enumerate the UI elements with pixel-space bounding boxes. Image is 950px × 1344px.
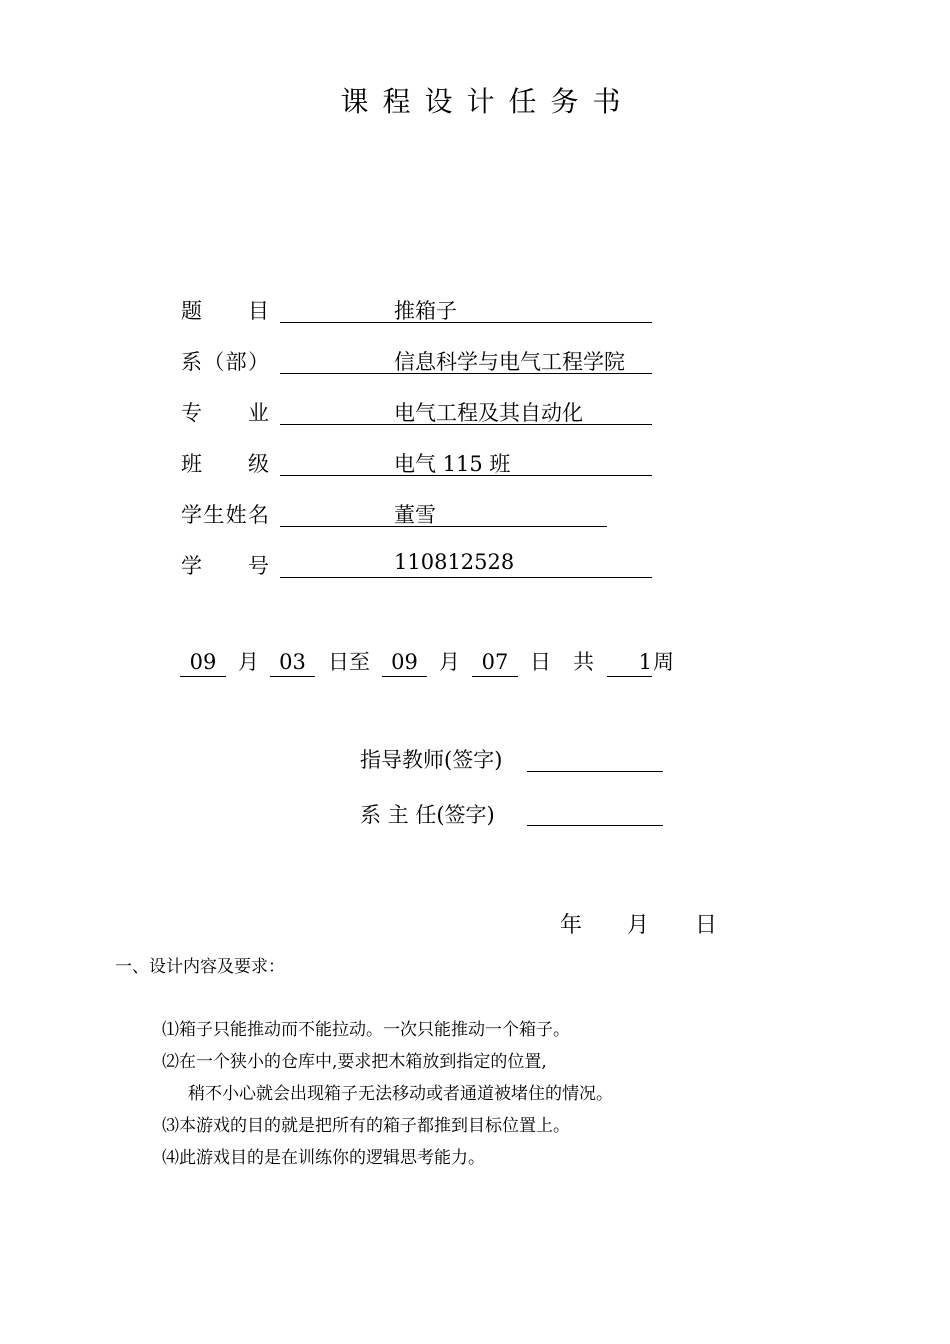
total-label: 共 (573, 650, 594, 674)
page-title: 课程设计任务书 (340, 85, 635, 118)
advisor-signature-line (527, 771, 663, 772)
list-item: ⑶本游戏的目的就是把所有的箱子都推到目标位置上。 (162, 1116, 570, 1136)
field-label-topic: 题目 (181, 299, 269, 323)
week-label: 周 (653, 650, 674, 674)
end-month-label: 月 (439, 650, 460, 674)
field-underline-student-id (280, 577, 652, 578)
field-value-class: 电气 115 班 (394, 452, 511, 476)
list-item: ⑴箱子只能推动而不能拉动。一次只能推动一个箱子。 (162, 1020, 570, 1040)
field-value-department: 信息科学与电气工程学院 (394, 350, 625, 374)
section-heading: 一、设计内容及要求： (115, 957, 285, 977)
start-day-value: 03 (270, 648, 315, 677)
advisor-signature-label: 指导教师(签字) (360, 748, 503, 772)
list-item: ⑵在一个狭小的仓库中,要求把木箱放到指定的位置, (162, 1052, 547, 1072)
field-underline-topic (280, 322, 652, 323)
field-label-class: 班级 (181, 452, 269, 476)
director-signature-line (527, 825, 663, 826)
field-value-student-name: 董雪 (394, 503, 436, 527)
field-label-student-id: 学号 (181, 554, 269, 578)
list-item: ⑷此游戏目的是在训练你的逻辑思考能力。 (162, 1148, 485, 1168)
field-value-major: 电气工程及其自动化 (394, 401, 583, 425)
field-label-department: 系（部） (181, 350, 269, 374)
director-signature-label: 系 主 任(签字) (360, 803, 495, 827)
field-underline-student-name (280, 526, 607, 527)
end-month-value: 09 (382, 648, 427, 677)
field-label-major: 专业 (181, 401, 269, 425)
month-label: 月 (627, 913, 650, 938)
start-month-value: 09 (180, 648, 226, 677)
end-day-label: 日 (530, 650, 551, 674)
list-item: 稍不小心就会出现箱子无法移动或者通道被堵住的情况。 (188, 1084, 613, 1104)
day-label: 日 (695, 913, 718, 938)
field-label-student-name: 学生姓名 (181, 503, 269, 527)
field-value-topic: 推箱子 (394, 299, 457, 323)
end-day-value: 07 (472, 648, 518, 677)
year-label: 年 (560, 913, 583, 938)
field-value-student-id: 110812528 (394, 550, 515, 574)
to-label: 日至 (328, 650, 370, 674)
start-month-label: 月 (238, 650, 259, 674)
weeks-value: 1 (607, 648, 652, 677)
